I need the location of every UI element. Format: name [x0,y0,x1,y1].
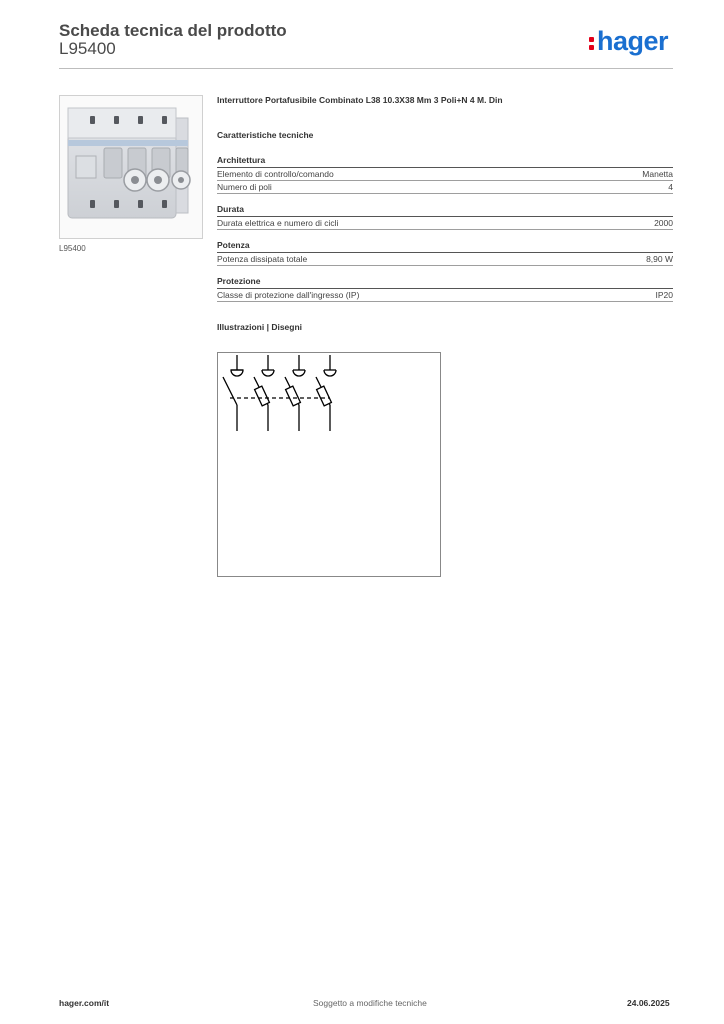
hager-logo[interactable] [589,26,668,57]
spec-value: 8,90 W [646,254,673,264]
logo-dots-icon [589,34,595,50]
spec-label: Durata elettrica e numero di cicli [217,218,339,228]
footer-note: Soggetto a modifiche tecniche [313,998,427,1008]
spec-group-title: Durata [217,203,673,217]
spec-group-durata [217,203,673,230]
spec-label: Numero di poli [217,182,272,192]
logo-text: hager [597,26,669,56]
product-code: L95400 [59,39,116,58]
footer-website-link[interactable]: hager.com/it [59,998,110,1008]
spec-row [217,217,673,230]
spec-row [217,253,673,266]
spec-row [217,168,673,181]
header-divider [59,68,673,69]
page-title: Scheda tecnica del prodotto [59,21,287,40]
spec-value: 2000 [654,218,673,228]
spec-row [217,289,673,302]
spec-group-title: Protezione [217,275,673,289]
spec-label: Potenza dissipata totale [217,254,308,264]
product-specs [217,95,673,332]
spec-label: Classe di protezione dall'ingresso (IP) [217,290,360,300]
product-image [59,95,203,239]
spec-value: 4 [668,182,673,192]
product-description: Interruttore Portafusibile Combinato L38 10.3X38 Mm 3 Poli+N 4 M. Din [217,95,503,105]
spec-row [217,181,673,194]
spec-label: Elemento di controllo/comando [217,169,334,179]
illustrations-heading: Illustrazioni | Disegni [217,322,303,332]
spec-value: Manetta [642,169,673,179]
fuse-switch-illustration [60,96,202,238]
spec-group-title: Architettura [217,154,673,168]
spec-value: IP20 [655,290,673,300]
spec-group-potenza [217,239,673,266]
wiring-diagram [217,352,441,577]
footer-date: 24.06.2025 [627,998,670,1008]
product-image-caption: L95400 [59,244,86,253]
spec-group-architettura [217,154,673,194]
spec-group-title: Potenza [217,239,673,253]
characteristics-heading: Caratteristiche tecniche [217,130,314,140]
spec-group-protezione [217,275,673,302]
fuse-switch-symbol-icon [218,353,440,576]
